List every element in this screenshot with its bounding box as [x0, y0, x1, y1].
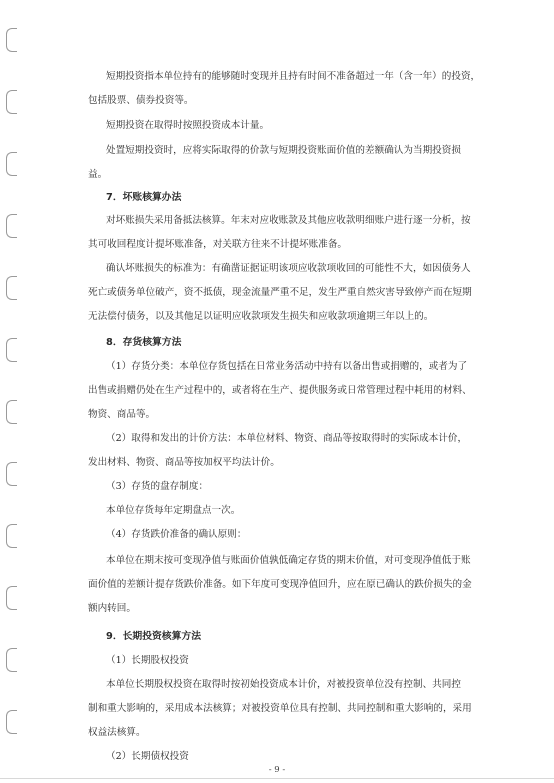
paragraph-line: 制和重大影响的，采用成本法核算；对被投资单位具有控制、共同控制和重大影响的，采用 [88, 703, 472, 714]
paragraph-line: （1）存货分类：本单位存货包括在日常业务活动中持有以备出售或捐赠的，或者为了 [106, 361, 468, 372]
paragraph-line: （4）存货跌价准备的确认原则： [106, 529, 247, 540]
paragraph-line: 额内转回。 [88, 603, 136, 614]
paragraph-line: 对坏账损失采用备抵法核算。年末对应收账款及其他应收款明细账户进行逐一分析，按 [106, 215, 471, 226]
paragraph-line: 本单位存货每年定期盘点一次。 [106, 505, 241, 516]
paragraph-line: 死亡或债务单位破产，资不抵债，现金流量严重不足，发生严重自然灾害导致停产而在短期 [88, 287, 472, 298]
binder-ring-icon [6, 462, 17, 486]
paragraph-line: 处置短期投资时，应将实际取得的价款与短期投资账面价值的差额确认为当期投资损 [106, 145, 461, 156]
paragraph-line: 其可收回程度计提坏账准备，对关联方往来不计提坏账准备。 [88, 239, 348, 250]
section-heading: 7．坏账核算办法 [106, 192, 182, 203]
binder-rings [0, 0, 22, 783]
paragraph-line: 包括股票、债券投资等。 [88, 95, 194, 106]
paragraph-line: 短期投资在取得时按照投资成本计量。 [106, 120, 270, 131]
binder-ring-icon [6, 338, 17, 362]
paragraph-line: 本单位在期末按可变现净值与账面价值孰低确定存货的期末价值，对可变现净值低于账 [106, 555, 471, 566]
section-heading: 8．存货核算方法 [106, 337, 182, 348]
paragraph-line: 物资、商品等。 [88, 409, 156, 420]
binder-ring-icon [6, 586, 17, 610]
paragraph-line: 益。 [88, 169, 108, 180]
binder-ring-icon [6, 400, 17, 424]
paragraph-line: 权益法核算。 [88, 727, 146, 738]
binder-ring-icon [6, 152, 17, 176]
binder-ring-icon [6, 524, 17, 548]
paragraph-line: 本单位长期股权投资在取得时按初始投资成本计价，对被投资单位没有控制、共同控 [106, 679, 461, 690]
paragraph-line: 发出材料、物资、商品等按加权平均法计价。 [88, 457, 280, 468]
binder-ring-icon [6, 648, 17, 672]
page-number: - 9 - [268, 765, 286, 775]
binder-ring-icon [6, 28, 17, 52]
paragraph-line: （3）存货的盘存制度： [106, 481, 209, 492]
paragraph-line: 确认坏账损失的标准为：有确凿证据证明该项应收款项收回的可能性不大，如因债务人 [106, 263, 471, 274]
paragraph-line: 短期投资指本单位持有的能够随时变现并且持有时间不准备超过一年（含一年）的投资， [106, 71, 481, 82]
paragraph-line: 出售或捐赠仍处在生产过程中的，或者将在生产、提供服务或日常管理过程中耗用的材料、 [88, 385, 472, 396]
paragraph-line: 面价值的差额计提存货跌价准备。如下年度可变现净值回升，应在原已确认的跌价损失的金 [88, 579, 472, 590]
paragraph-line: 无法偿付债务，以及其他足以证明应收款项发生损失和应收款项逾期三年以上的。 [88, 311, 434, 322]
paragraph-line: （2）取得和发出的计价方法：本单位材料、物资、商品等按取得时的实际成本计价， [106, 433, 468, 444]
page-edge-divider [0, 778, 554, 779]
binder-ring-icon [6, 214, 17, 238]
binder-ring-icon [6, 710, 17, 734]
binder-ring-icon [6, 90, 17, 114]
section-heading: 9．长期投资核算方法 [106, 631, 201, 642]
binder-ring-icon [6, 276, 17, 300]
paragraph-line: （2）长期债权投资 [106, 751, 189, 762]
paragraph-line: （1）长期股权投资 [106, 655, 189, 666]
